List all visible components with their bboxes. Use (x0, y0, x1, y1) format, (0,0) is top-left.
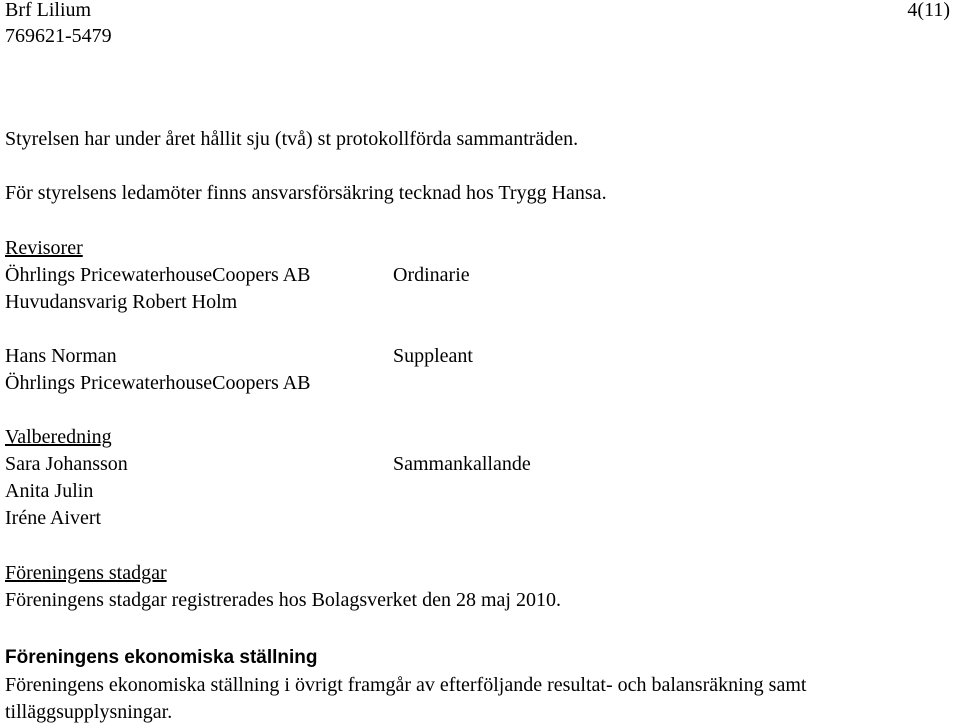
auditors-heading: Revisorer (5, 237, 83, 259)
auditor-1-role: Ordinarie (393, 264, 470, 286)
auditor-2-line1: Hans Norman (5, 345, 117, 367)
organization-name: Brf Lilium (5, 0, 92, 21)
insurance-text: För styrelsens ledamöter finns ansvarsförsäkring tecknad hos Trygg Hansa. (5, 182, 607, 204)
finances-heading: Föreningens ekonomiska ställning (5, 647, 318, 668)
nomination-member-1: Sara Johansson (5, 453, 128, 475)
statutes-text: Föreningens stadgar registrerades hos Bolagsverket den 28 maj 2010. (5, 589, 561, 611)
statutes-heading: Föreningens stadgar (5, 562, 167, 584)
nomination-member-1-role: Sammankallande (393, 453, 531, 475)
auditor-1-line1: Öhrlings PricewaterhouseCoopers AB (5, 264, 311, 286)
auditor-1-line2: Huvudansvarig Robert Holm (5, 291, 238, 313)
auditor-2-line2: Öhrlings PricewaterhouseCoopers AB (5, 372, 311, 394)
board-meetings-text: Styrelsen har under året hållit sju (två) st protokollförda sammanträden. (5, 128, 579, 150)
finances-text-line1: Föreningens ekonomiska ställning i övrigt framgår av efterföljande resultat- och balansräkning samt (5, 674, 807, 696)
page-number: 4(11) (907, 0, 950, 21)
organization-number: 769621-5479 (5, 25, 112, 47)
nomination-member-2: Anita Julin (5, 480, 94, 502)
nomination-heading: Valberedning (5, 426, 112, 448)
finances-text-line2: tilläggsupplysningar. (5, 701, 173, 723)
auditor-2-role: Suppleant (393, 345, 473, 367)
nomination-member-3: Iréne Aivert (5, 507, 102, 529)
